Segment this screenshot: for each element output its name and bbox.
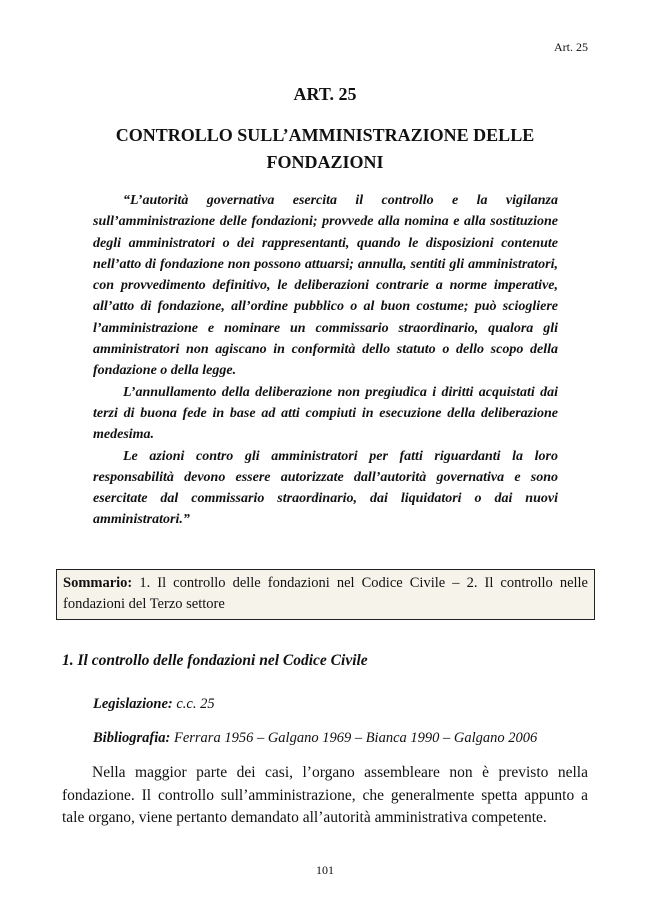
article-title: CONTROLLO SULL’AMMINISTRAZIONE DELLE FONDAZIONI — [115, 125, 535, 172]
quote-paragraph: “L’autorità governativa esercita il controllo e la vigilanza sull’amministrazione delle fondazioni; provvede alla nomina e alla sostituzione degli amministratori o dei rappresentanti, quando le disposizioni contenute nell’atto di fondazione non possono attuarsi; annulla, sentiti gli amministratori, con provvedimento definitivo, le deliberazioni contrarie a norme imperative, all’atto di fondazione, all’ordine pubblico o al buon costume; può sciogliere l’amministrazione e nominare un commissario straordinario, qualora gli amministratori non agiscano in conformità dello statuto o dello scopo della fondazione o della legge. — [93, 193, 558, 379]
quote-paragraph: Le azioni contro gli amministratori per fatti riguardanti la loro responsabilità devono essere autorizzate dall’autorità governativa e sono esercitate dal commissario straordinario, dai liquidatori o dai nuovi amministratori.” — [93, 448, 558, 528]
page-number: 101 — [316, 863, 334, 877]
summary-box — [56, 569, 595, 620]
section-heading: 1. Il controllo delle fondazioni nel Codice Civile — [62, 652, 368, 669]
bibliografia-label: Bibliografia: — [93, 730, 171, 746]
legislazione-line — [93, 696, 215, 713]
article-quote — [93, 190, 558, 531]
legislazione-label: Legislazione: — [93, 696, 173, 712]
article-number: ART. 25 — [293, 84, 357, 104]
legislazione-value: c.c. 25 — [172, 696, 215, 712]
bibliografia-line — [93, 730, 537, 747]
body-paragraph: Nella maggior parte dei casi, l’organo assembleare non è previsto nella fondazione. Il controllo sull’amministrazione, che generalmente spetta appunto a tale organo, viene pertanto demandato all’autorità amministrativa competente. — [62, 764, 588, 826]
summary-label: Sommario: — [63, 575, 133, 591]
running-header: Art. 25 — [554, 40, 588, 54]
summary-text: 1. Il controllo delle fondazioni nel Codice Civile – 2. Il controllo nelle fondazioni del Terzo settore — [63, 575, 588, 612]
quote-paragraph: L’annullamento della deliberazione non pregiudica i diritti acquistati dai terzi di buona fede in base ad atti compiuti in esecuzione della deliberazione medesima. — [93, 384, 558, 443]
bibliografia-value: Ferrara 1956 – Galgano 1969 – Bianca 1990 – Galgano 2006 — [170, 730, 538, 746]
